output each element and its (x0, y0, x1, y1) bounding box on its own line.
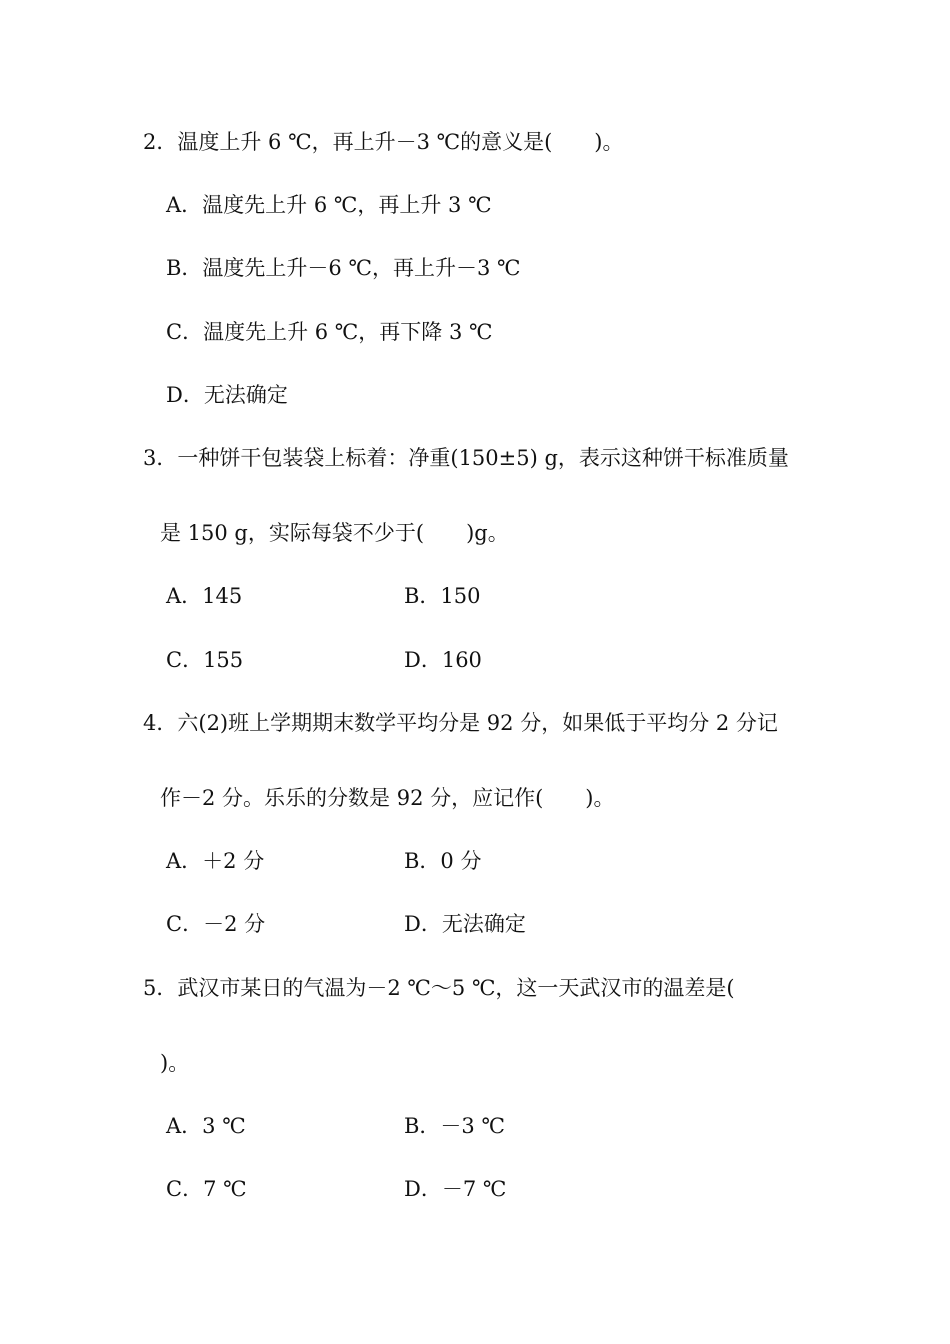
question-3-option-c: C．155 (166, 648, 244, 672)
question-5-option-d: D．－7 ℃ (404, 1177, 507, 1201)
question-5-stem-line-2: )。 (160, 1051, 190, 1075)
question-3-option-a: A．145 (166, 584, 243, 608)
question-3-option-d: D．160 (404, 648, 482, 672)
question-4-stem-line-2: 作－2 分。乐乐的分数是 92 分，应记作( )。 (160, 786, 615, 810)
question-3-number: 3． (143, 446, 178, 470)
question-2-number: 2． (143, 130, 178, 154)
question-4-stem-line-1: 六(2)班上学期期末数学平均分是 92 分，如果低于平均分 2 分记 (177, 711, 778, 735)
question-4-option-c: C．－2 分 (166, 912, 266, 936)
question-3-option-b: B．150 (404, 584, 481, 608)
question-5-number: 5． (143, 976, 178, 1000)
question-2-option-b: B．温度先上升－6 ℃，再上升－3 ℃ (166, 256, 521, 280)
question-4-number: 4． (143, 711, 178, 735)
question-5 (143, 974, 735, 1002)
question-2-option-c: C．温度先上升 6 ℃，再下降 3 ℃ (166, 320, 493, 344)
question-3-stem-line-2: 是 150 g，实际每袋不少于( )g。 (160, 521, 509, 545)
question-2-option-d: D．无法确定 (166, 383, 288, 407)
question-4-option-b: B．0 分 (404, 849, 482, 873)
question-2 (143, 128, 624, 156)
question-2-stem: 温度上升 6 ℃，再上升－3 ℃的意义是( )。 (177, 130, 624, 154)
question-3 (143, 444, 789, 472)
question-5-option-b: B．－3 ℃ (404, 1114, 505, 1138)
question-4-option-d: D．无法确定 (404, 912, 526, 936)
question-4 (143, 709, 778, 737)
question-3-stem-line-1: 一种饼干包装袋上标着：净重(150±5) g，表示这种饼干标准质量 (177, 446, 789, 470)
question-4-option-a: A．＋2 分 (166, 849, 265, 873)
question-5-option-a: A．3 ℃ (166, 1114, 246, 1138)
question-2-option-a: A．温度先上升 6 ℃，再上升 3 ℃ (166, 193, 492, 217)
question-5-stem-line-1: 武汉市某日的气温为－2 ℃～5 ℃，这一天武汉市的温差是( (177, 976, 735, 1000)
question-5-option-c: C．7 ℃ (166, 1177, 247, 1201)
